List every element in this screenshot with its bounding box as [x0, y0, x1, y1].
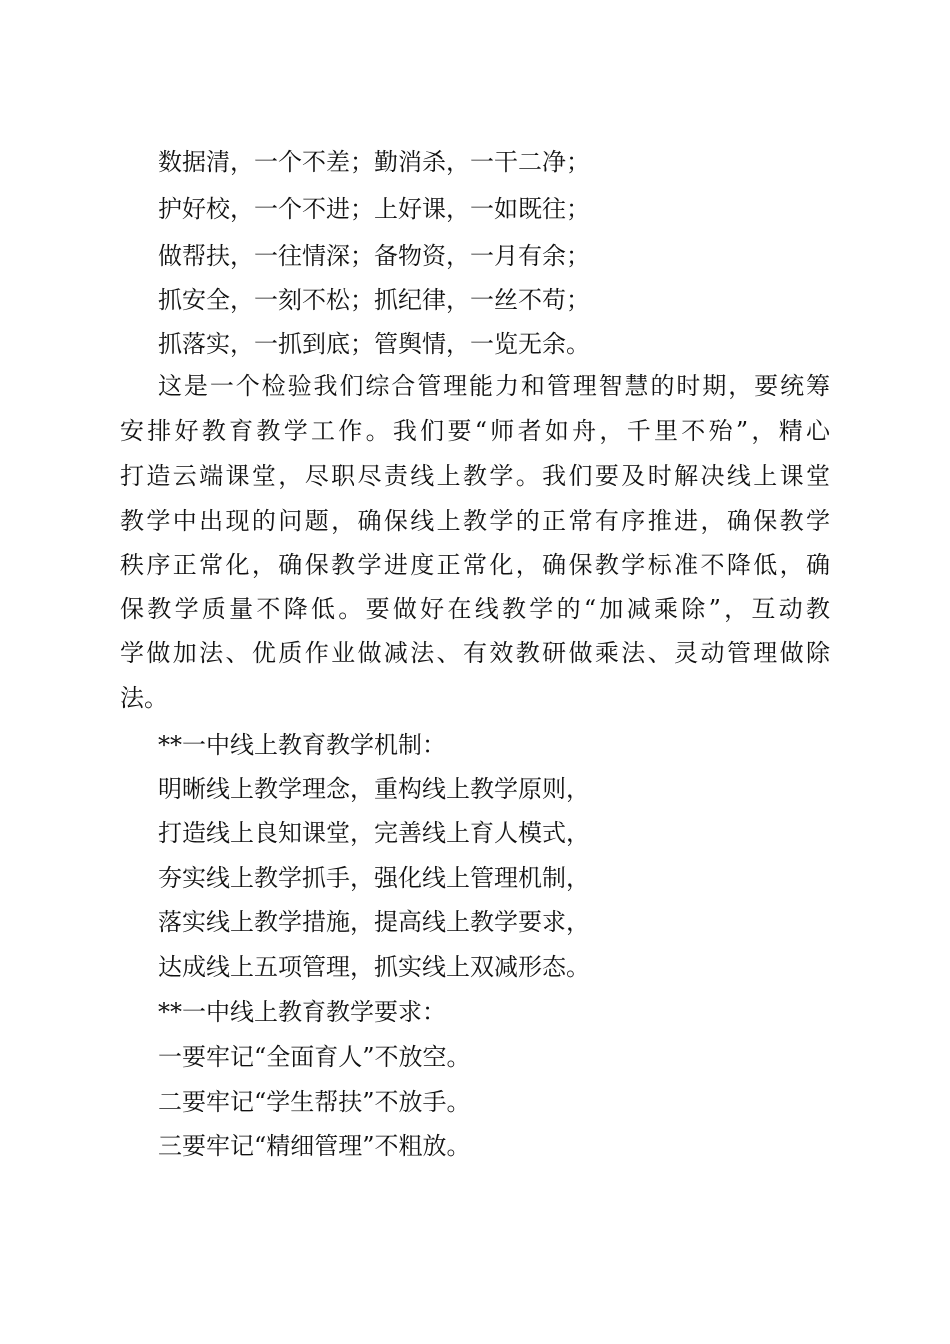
requirements-line: 一要牢记“全面育人”不放空。: [158, 1043, 471, 1071]
mechanism-heading: **一中线上教育教学机制：: [158, 731, 446, 759]
requirements-heading: **一中线上教育教学要求：: [158, 998, 446, 1026]
verse-line: 护好校，一个不进；上好课，一如既往；: [158, 195, 590, 223]
paragraph-line: 打造云端课堂，尽职尽责线上教学。我们要及时解决线上课堂: [120, 462, 830, 490]
mechanism-line: 落实线上教学措施，提高线上教学要求，: [158, 908, 590, 936]
verse-line: 做帮扶，一往情深；备物资，一月有余；: [158, 242, 590, 270]
mechanism-line: 明晰线上教学理念，重构线上教学原则，: [158, 775, 590, 803]
paragraph-line: 学做加法、优质作业做减法、有效教研做乘法、灵动管理做除: [120, 639, 830, 667]
mechanism-line: 打造线上良知课堂，完善线上育人模式，: [158, 819, 590, 847]
paragraph-line: 秩序正常化，确保教学进度正常化，确保教学标准不降低，确: [120, 551, 830, 579]
mechanism-line: 夯实线上教学抓手，强化线上管理机制，: [158, 864, 590, 892]
mechanism-line: 达成线上五项管理，抓实线上双减形态。: [158, 953, 590, 981]
paragraph-line: 保教学质量不降低。要做好在线教学的“加减乘除”，互动教: [120, 595, 830, 623]
requirements-line: 二要牢记“学生帮扶”不放手。: [158, 1088, 471, 1116]
paragraph-line: 这是一个检验我们综合管理能力和管理智慧的时期，要统筹: [158, 372, 830, 400]
verse-line: 数据清，一个不差；勤消杀，一干二净；: [158, 148, 590, 176]
requirements-line: 三要牢记“精细管理”不粗放。: [158, 1132, 471, 1160]
verse-line: 抓落实，一抓到底；管舆情，一览无余。: [158, 330, 590, 358]
paragraph-line: 法。: [120, 684, 168, 712]
paragraph-line: 安排好教育教学工作。我们要“师者如舟，千里不殆”，精心: [120, 417, 830, 445]
paragraph-line: 教学中出现的问题，确保线上教学的正常有序推进，确保教学: [120, 507, 830, 535]
verse-line: 抓安全，一刻不松；抓纪律，一丝不苟；: [158, 286, 590, 314]
